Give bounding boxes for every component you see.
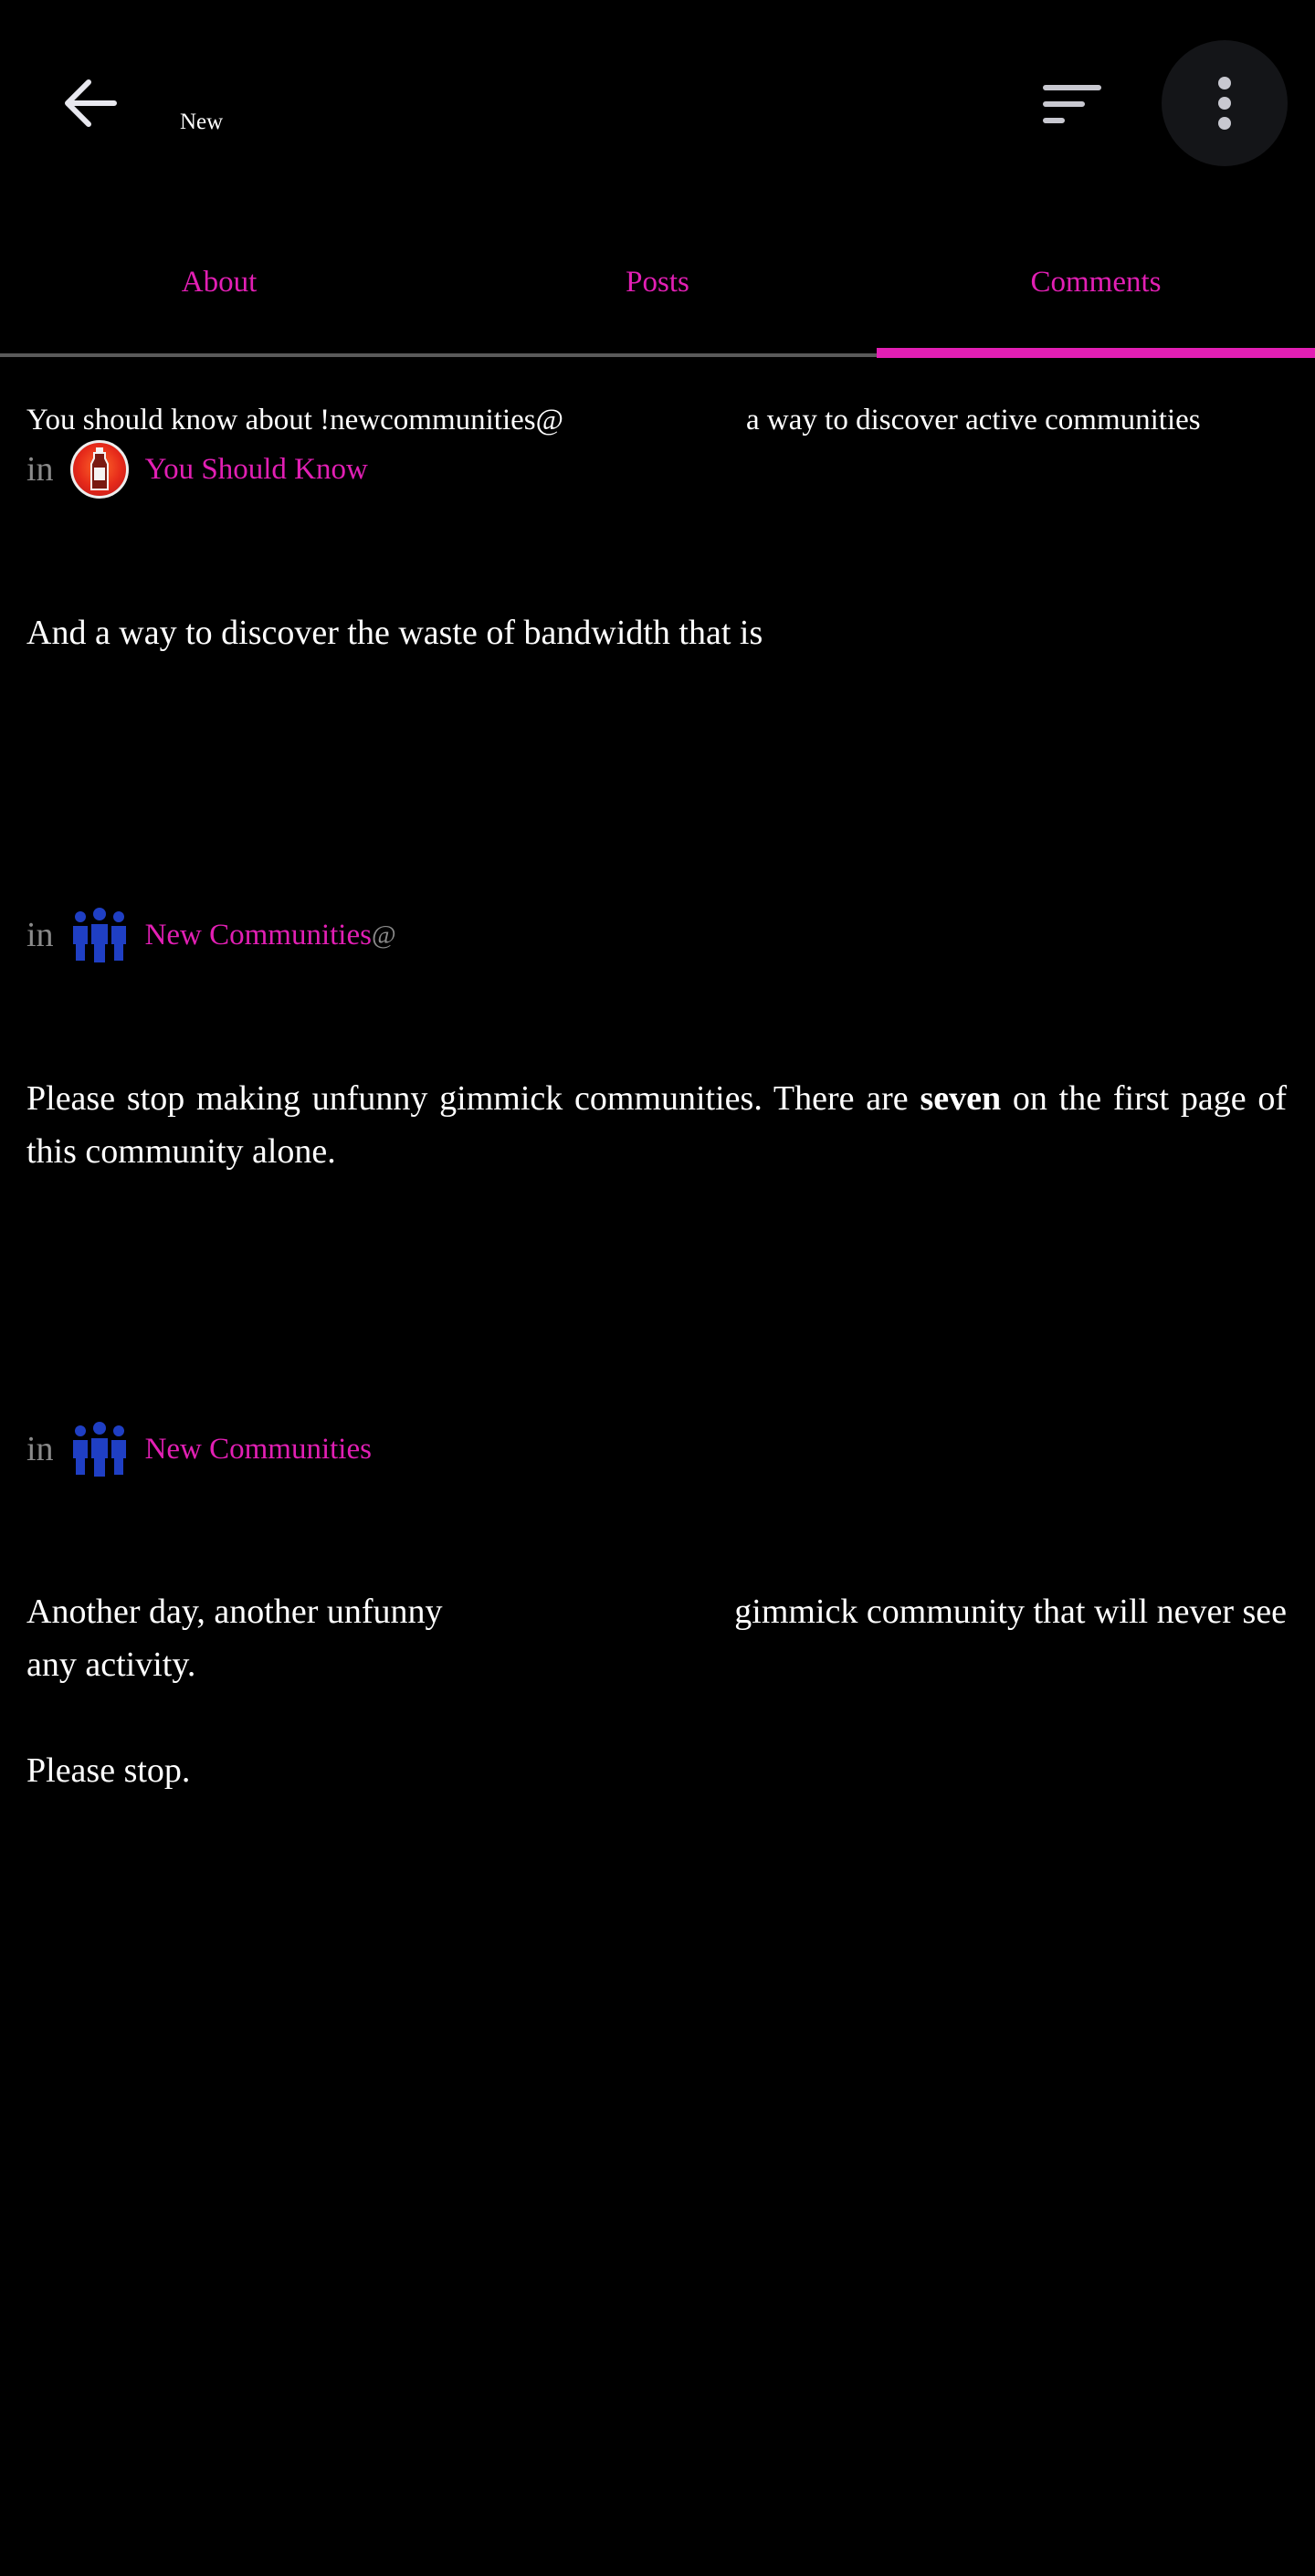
comment-body-line1-end: gimmick community that will never see xyxy=(734,1593,1287,1631)
community-avatar[interactable] xyxy=(70,1420,129,1478)
comment-meta xyxy=(26,906,1287,964)
tab-comments[interactable]: Comments xyxy=(1030,265,1162,299)
arrow-left-icon xyxy=(61,78,118,129)
people-icon xyxy=(70,908,129,962)
people-icon xyxy=(70,1422,129,1477)
community-name-link[interactable]: You Should Know xyxy=(144,452,368,486)
tab-about[interactable]: About xyxy=(181,265,258,299)
comment-body xyxy=(26,1072,1287,1178)
comment-item[interactable] xyxy=(26,1420,1287,1797)
post-title-start: You should know about !newcommunities@ xyxy=(26,404,564,436)
post-title-link[interactable] xyxy=(26,400,1287,440)
comment-body-start: Please stop making unfunny gimmick communities. There are xyxy=(26,1079,920,1118)
community-instance: @ xyxy=(371,920,396,950)
tab-bar xyxy=(0,206,1315,358)
comment-item[interactable] xyxy=(26,400,1287,659)
community-avatar[interactable] xyxy=(70,906,129,964)
post-title-end: a way to discover active communities xyxy=(746,404,1201,436)
sort-icon xyxy=(1041,83,1103,125)
comment-meta xyxy=(26,440,1287,499)
comment-body-para2: Please stop. xyxy=(26,1751,191,1790)
in-label: in xyxy=(26,450,54,489)
community-avatar[interactable] xyxy=(70,440,129,499)
community-name-link[interactable]: New Communities xyxy=(144,918,372,952)
tab-posts[interactable]: Posts xyxy=(626,265,689,299)
more-options-button[interactable] xyxy=(1162,40,1288,166)
community-name-link[interactable]: New Communities xyxy=(144,1432,372,1466)
comment-body-line2: any activity. xyxy=(26,1645,196,1684)
comment-body: And a way to discover the waste of bandwidth that is xyxy=(26,614,763,652)
back-button[interactable] xyxy=(47,66,132,141)
in-label: in xyxy=(26,916,54,954)
comment-body-line1-start: Another day, another unfunny xyxy=(26,1593,443,1631)
bottle-icon xyxy=(86,446,113,493)
comment-item[interactable] xyxy=(26,906,1287,1178)
page-title: New xyxy=(180,110,224,134)
active-tab-indicator xyxy=(877,348,1315,358)
in-label: in xyxy=(26,1430,54,1468)
comment-meta xyxy=(26,1420,1287,1478)
app-bar xyxy=(0,0,1315,206)
more-vertical-icon xyxy=(1216,76,1233,131)
comment-body-end: on the first page of this community alone. xyxy=(26,1079,1287,1171)
sort-button[interactable] xyxy=(1030,71,1114,137)
comment-body xyxy=(26,1585,1287,1797)
comment-body-bold: seven xyxy=(920,1079,1002,1118)
